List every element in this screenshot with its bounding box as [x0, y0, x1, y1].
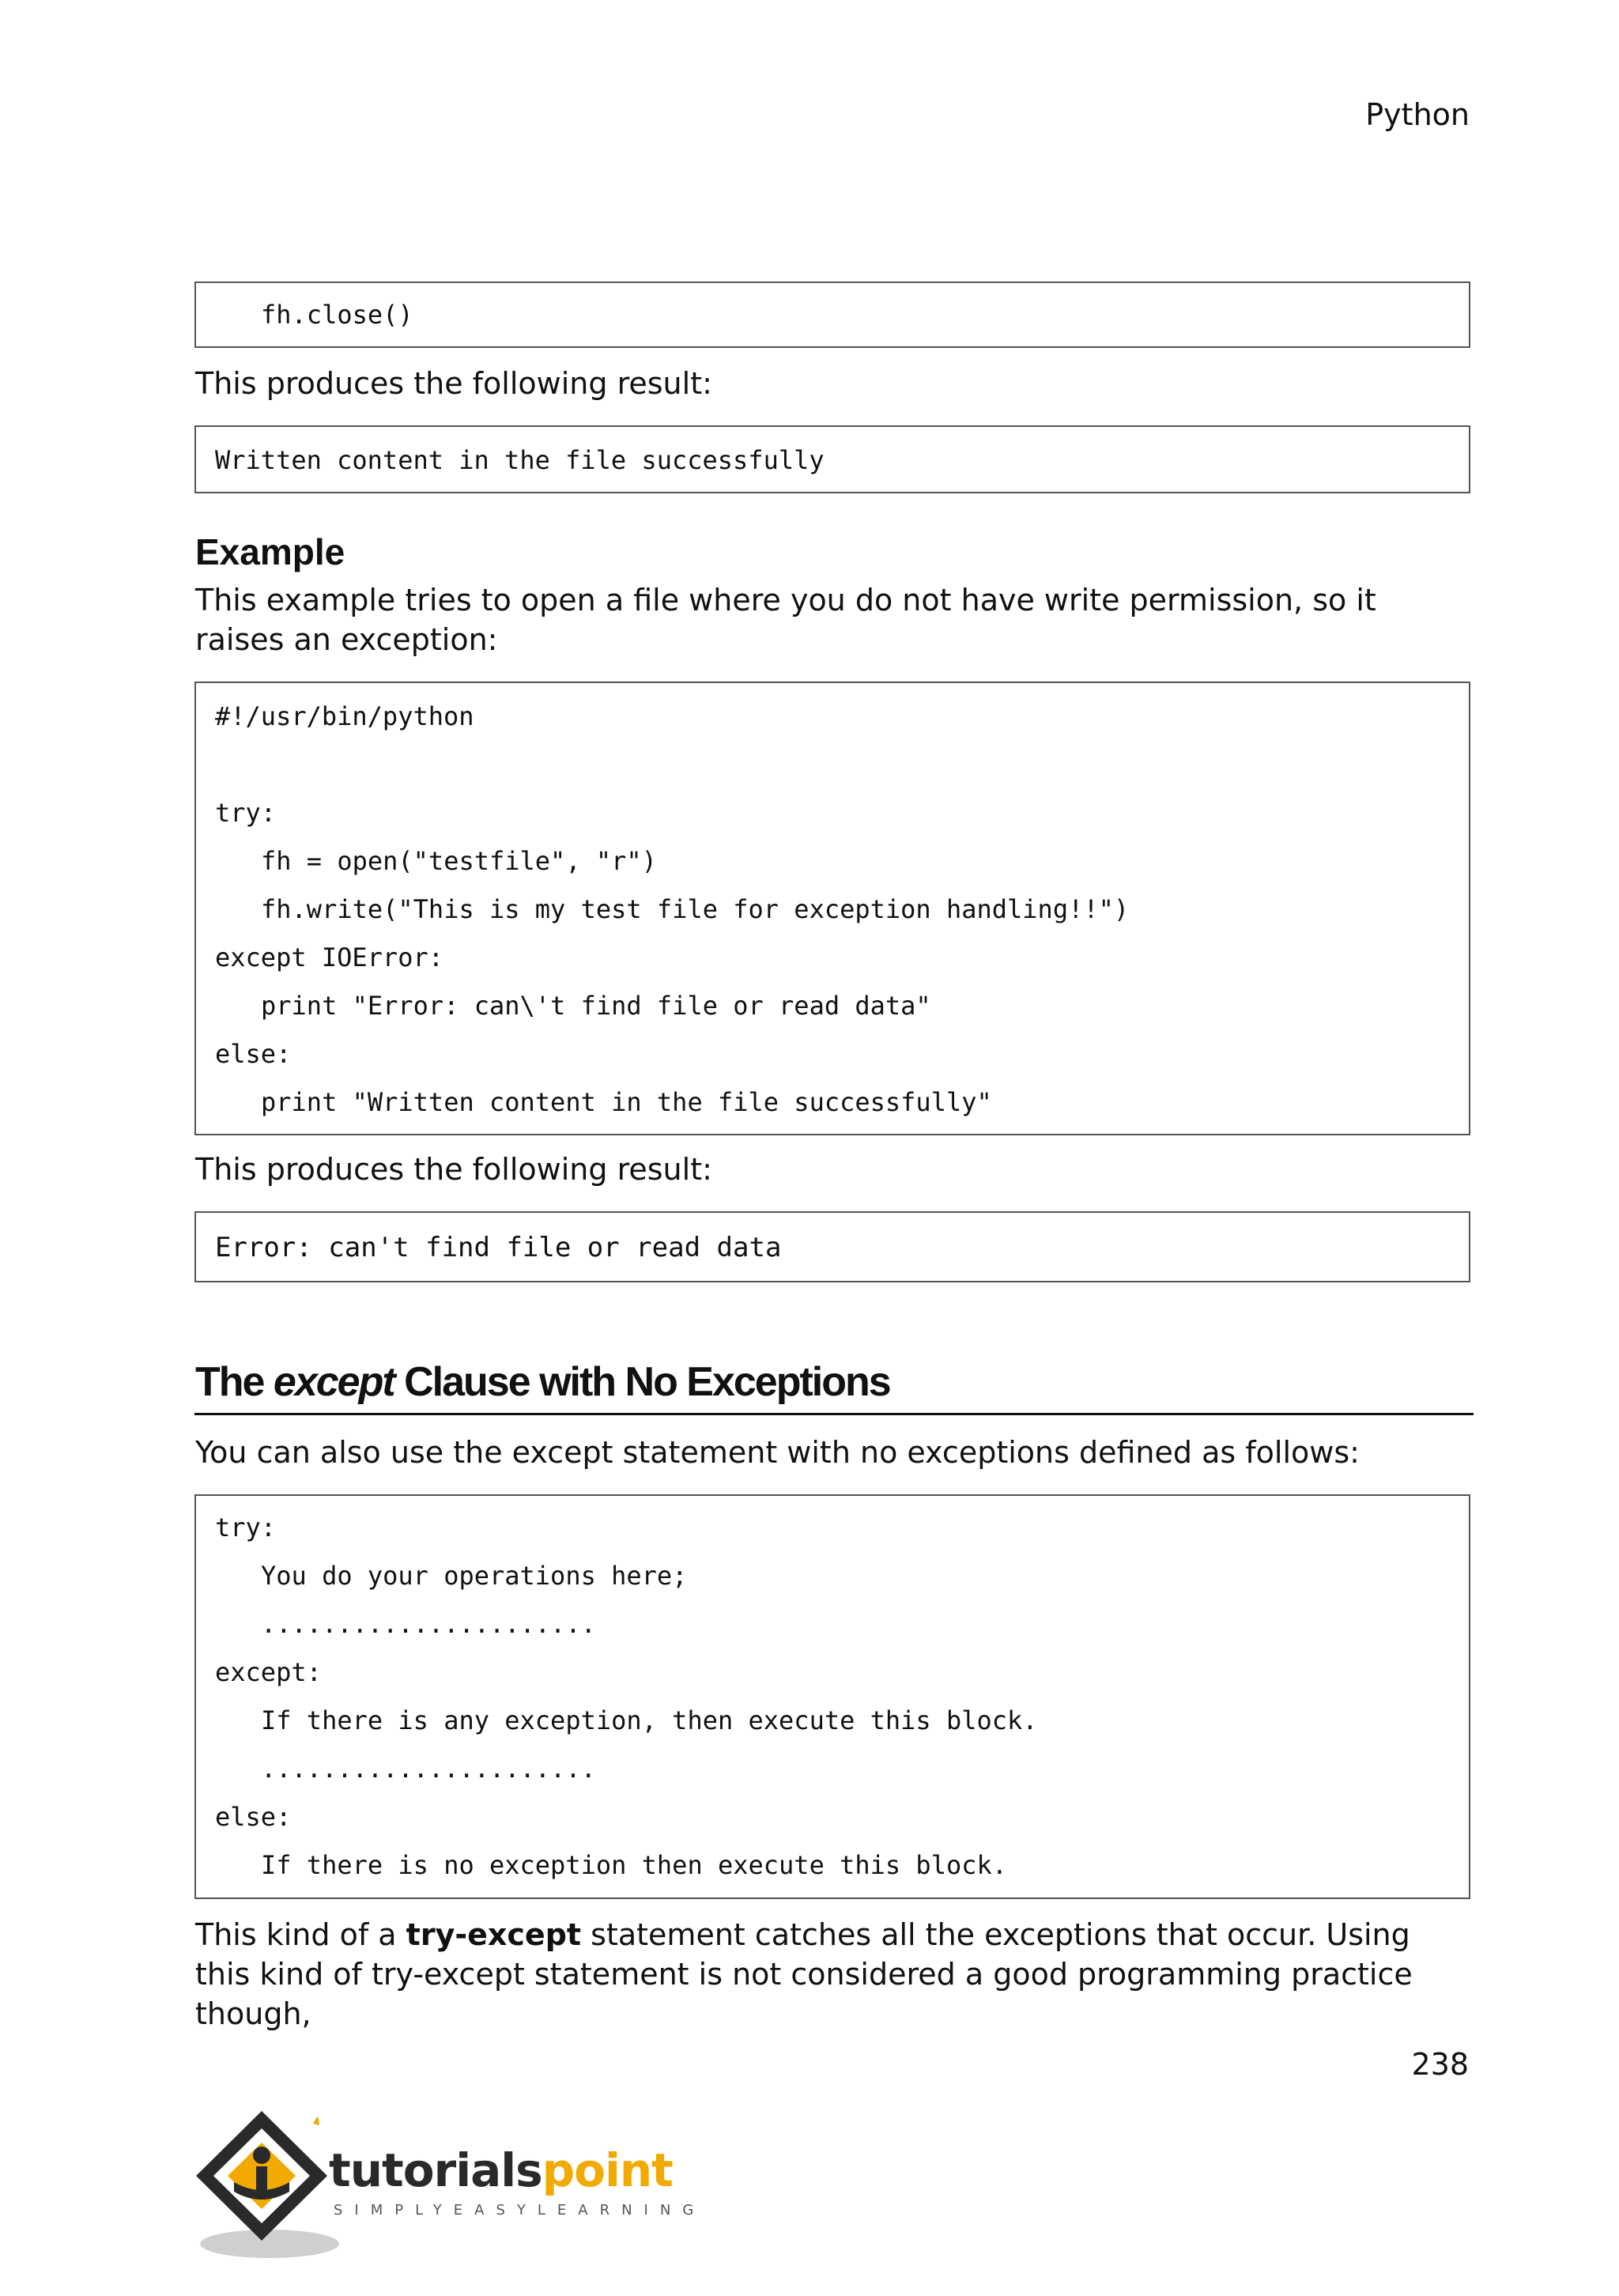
result-intro-text: This produces the following result: [195, 366, 712, 401]
logo-mark-icon [194, 2103, 685, 2293]
closing-paragraph [195, 1915, 1470, 2034]
closing-text-before: This kind of a [195, 1917, 397, 1952]
section-heading-prefix: The [195, 1359, 264, 1405]
code-line: If there is no exception then execute this block. [261, 1850, 1008, 1880]
code-line: try: [215, 798, 277, 828]
output-line: Error: can't find file or read data [215, 1232, 782, 1263]
code-line: ...................... [261, 1609, 596, 1639]
code-line: else: [215, 1039, 292, 1069]
result-intro-text: This produces the following result: [195, 1152, 712, 1187]
code-block [194, 1494, 1470, 1899]
running-header-title: Python [1365, 97, 1470, 132]
code-line: print "Written content in the file successfully" [261, 1087, 992, 1117]
logo-word-point: point [542, 2143, 673, 2197]
code-line: fh.close() [261, 300, 413, 330]
code-line: If there is any exception, then execute this block. [261, 1705, 1038, 1735]
section-heading-suffix: Clause with No Exceptions [404, 1359, 890, 1405]
example-heading: Example [195, 531, 345, 572]
code-line: except: [215, 1657, 322, 1687]
page-number: 238 [1411, 2047, 1469, 2082]
code-line: You do your operations here; [261, 1561, 688, 1591]
output-line: Written content in the file successfully [215, 445, 825, 475]
code-line: else: [215, 1802, 292, 1832]
logo-tagline: SIMPLYEASYLEARNING [334, 2202, 706, 2219]
example-paragraph: This example tries to open a file where you do not have write permission, so it raises an exception: [195, 583, 1376, 657]
logo-wordmark [329, 2143, 673, 2198]
section-heading-rule [194, 1413, 1474, 1415]
code-block [194, 682, 1470, 1135]
code-line: #!/usr/bin/python [215, 701, 474, 731]
output-block [194, 425, 1470, 493]
code-block [194, 281, 1470, 348]
code-line: print "Error: can\'t find file or read data" [261, 991, 931, 1021]
section-heading [195, 1357, 890, 1407]
logo-word-tutorials: tutorials [329, 2143, 542, 2197]
code-line: except IOError: [215, 942, 443, 972]
section-heading-keyword: except [273, 1359, 394, 1405]
output-block [194, 1211, 1470, 1282]
code-line: try: [215, 1512, 277, 1543]
tutorialspoint-logo [194, 2103, 706, 2293]
code-line: fh.write("This is my test file for exception handling!!") [261, 894, 1130, 924]
section-intro-paragraph: You can also use the except statement with no exceptions defined as follows: [195, 1435, 1360, 1470]
code-line: fh = open("testfile", "r") [261, 846, 657, 876]
code-line: ...................... [261, 1754, 596, 1784]
closing-bold-term: try-except [406, 1917, 582, 1952]
closing-text-after: statement catches all the exceptions that occur. Using this kind of try-except statement is not considered a good programming practice though, [195, 1917, 1413, 2031]
